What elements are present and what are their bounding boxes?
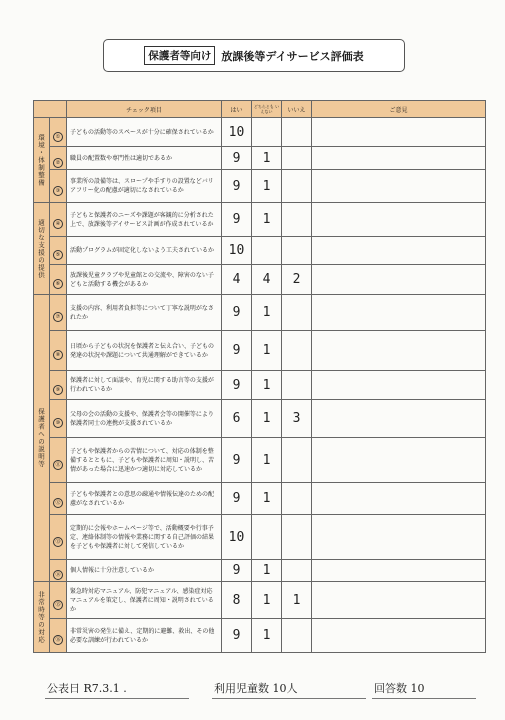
table-row [34, 438, 486, 483]
page-title: 放課後等デイサービス評価表 [221, 49, 364, 63]
no-count: 1 [282, 582, 312, 619]
item-text: 子どもと保護者のニーズや課題が客観的に分析された上で、放課後等デイサービス計画が作成されているか [67, 203, 222, 237]
row-number: ⑧ [53, 350, 63, 360]
item-text: 支援の内容、利用者負担等について丁寧な説明がなされたか [67, 295, 222, 331]
yes-count: 8 [222, 582, 252, 619]
row-number: ⑫ [53, 498, 63, 508]
col-neither: どちらとも いえない [252, 101, 282, 118]
item-text: 定期的に会報やホームページ等で、活動概要や行事予定、連絡体制等の情報や業務に関する自己評価の結果を子どもや保護者に対して発信しているか [67, 515, 222, 560]
item-text: 非常災害の発生に備え、定期的に避難、救出、その他必要な訓練が行われているか [67, 619, 222, 653]
no-count: 2 [282, 265, 312, 295]
neither-count: 1 [252, 438, 282, 483]
table-row [34, 515, 486, 560]
neither-count [252, 237, 282, 265]
yes-count: 9 [222, 619, 252, 653]
neither-count: 1 [252, 170, 282, 203]
no-count [282, 483, 312, 515]
comment-cell [312, 515, 486, 560]
comment-cell [312, 560, 486, 582]
row-number: ⑯ [53, 635, 63, 645]
comment-cell [312, 331, 486, 371]
comment-cell [312, 147, 486, 170]
title-box [103, 39, 405, 72]
comment-cell [312, 619, 486, 653]
row-number: ⑨ [53, 385, 63, 395]
yes-count: 9 [222, 371, 252, 400]
item-text: 子どもの活動等のスペースが十分に確保されているか [67, 118, 222, 147]
yes-count: 4 [222, 265, 252, 295]
row-number: ⑥ [53, 279, 63, 289]
yes-count: 9 [222, 295, 252, 331]
item-text: 放課後児童クラブや児童館との交流や、障害のない子どもと活動する機会があるか [67, 265, 222, 295]
row-number: ⑮ [53, 600, 63, 610]
neither-count: 1 [252, 331, 282, 371]
no-count [282, 331, 312, 371]
table-row [34, 170, 486, 203]
neither-count: 1 [252, 483, 282, 515]
audience-label: 保護者等向け [144, 46, 215, 65]
item-text: 父母の会の活動の支援や、保護者会等の開催等により保護者同士の連携が支援されているか [67, 400, 222, 438]
neither-count: 1 [252, 203, 282, 237]
comment-cell [312, 400, 486, 438]
comment-cell [312, 170, 486, 203]
yes-count: 10 [222, 118, 252, 147]
header-row [34, 101, 486, 118]
no-count [282, 147, 312, 170]
comment-cell [312, 371, 486, 400]
table-row [34, 582, 486, 619]
item-text: 子どもや保護者からの苦情について、対応の体制を整備するとともに、子どもや保護者に周知・説明し、苦情があった場合に迅速かつ適切に対応しているか [67, 438, 222, 483]
yes-count: 9 [222, 170, 252, 203]
no-count [282, 438, 312, 483]
table-row [34, 118, 486, 147]
yes-count: 10 [222, 515, 252, 560]
row-number: ① [53, 132, 63, 142]
comment-cell [312, 237, 486, 265]
neither-count [252, 515, 282, 560]
no-count [282, 371, 312, 400]
neither-count: 1 [252, 582, 282, 619]
yes-count: 6 [222, 400, 252, 438]
row-number: ④ [53, 219, 63, 229]
table-row [34, 147, 486, 170]
no-count [282, 560, 312, 582]
no-count [282, 203, 312, 237]
yes-count: 9 [222, 438, 252, 483]
col-comment: ご意見 [312, 101, 486, 118]
item-text: 個人情報に十分注意しているか [67, 560, 222, 582]
category-explanation: 保護者への説明等 [34, 295, 50, 582]
category-support: 適切な支援の提供 [34, 203, 50, 295]
neither-count: 1 [252, 147, 282, 170]
item-text: 職員の配置数や専門性は適切であるか [67, 147, 222, 170]
row-number: ⑩ [53, 418, 63, 428]
yes-count: 9 [222, 331, 252, 371]
no-count [282, 295, 312, 331]
neither-count [252, 118, 282, 147]
row-number: ⑪ [53, 460, 63, 470]
yes-count: 9 [222, 483, 252, 515]
row-number: ⑭ [53, 570, 63, 580]
no-count [282, 237, 312, 265]
neither-count: 1 [252, 400, 282, 438]
comment-cell [312, 265, 486, 295]
item-text: 子どもや保護者との意思の疎通や情報伝達のための配慮がなされているか [67, 483, 222, 515]
col-item: チェック項目 [67, 101, 222, 118]
item-text: 緊急時対応マニュアル、防犯マニュアル、感染症対応マニュアルを策定し、保護者に周知・説明されているか [67, 582, 222, 619]
table-row [34, 400, 486, 438]
row-number: ③ [53, 186, 63, 196]
published-date: 公表日 R7.3.1 . [45, 680, 189, 699]
item-text: 日頃から子どもの状況を保護者と伝え合い、子どもの発達の状況や課題について共通理解ができているか [67, 331, 222, 371]
category-emergency: 非常時等の対応 [34, 582, 50, 653]
no-count [282, 515, 312, 560]
table-row [34, 237, 486, 265]
row-number: ② [53, 158, 63, 168]
table-row [34, 265, 486, 295]
yes-count: 10 [222, 237, 252, 265]
table-row [34, 203, 486, 237]
yes-count: 9 [222, 147, 252, 170]
table-row [34, 371, 486, 400]
col-no: いいえ [282, 101, 312, 118]
evaluation-table [33, 100, 486, 653]
comment-cell [312, 582, 486, 619]
no-count [282, 619, 312, 653]
yes-count: 9 [222, 203, 252, 237]
table-row [34, 483, 486, 515]
no-count [282, 170, 312, 203]
neither-count: 1 [252, 619, 282, 653]
table-row [34, 331, 486, 371]
table-row [34, 295, 486, 331]
no-count: 3 [282, 400, 312, 438]
no-count [282, 118, 312, 147]
row-number: ⑬ [53, 537, 63, 547]
row-number: ⑦ [53, 312, 63, 322]
neither-count: 1 [252, 560, 282, 582]
row-number: ⑤ [53, 250, 63, 260]
table-row [34, 619, 486, 653]
category-env: 環境・体制整備 [34, 118, 50, 203]
comment-cell [312, 118, 486, 147]
comment-cell [312, 295, 486, 331]
comment-cell [312, 203, 486, 237]
comment-cell [312, 483, 486, 515]
col-yes: はい [222, 101, 252, 118]
comment-cell [312, 438, 486, 483]
neither-count: 1 [252, 295, 282, 331]
neither-count: 4 [252, 265, 282, 295]
yes-count: 9 [222, 560, 252, 582]
neither-count: 1 [252, 371, 282, 400]
table-row [34, 560, 486, 582]
item-text: 保護者に対して面談や、育児に関する助言等の支援が行われているか [67, 371, 222, 400]
item-text: 事業所の設備等は、スロープや手すりの設置などバリアフリー化の配慮が適切になされているか [67, 170, 222, 203]
response-count: 回答数 10 [372, 680, 476, 699]
user-count: 利用児童数 10人 [212, 680, 366, 699]
item-text: 活動プログラムが固定化しないよう工夫されているか [67, 237, 222, 265]
